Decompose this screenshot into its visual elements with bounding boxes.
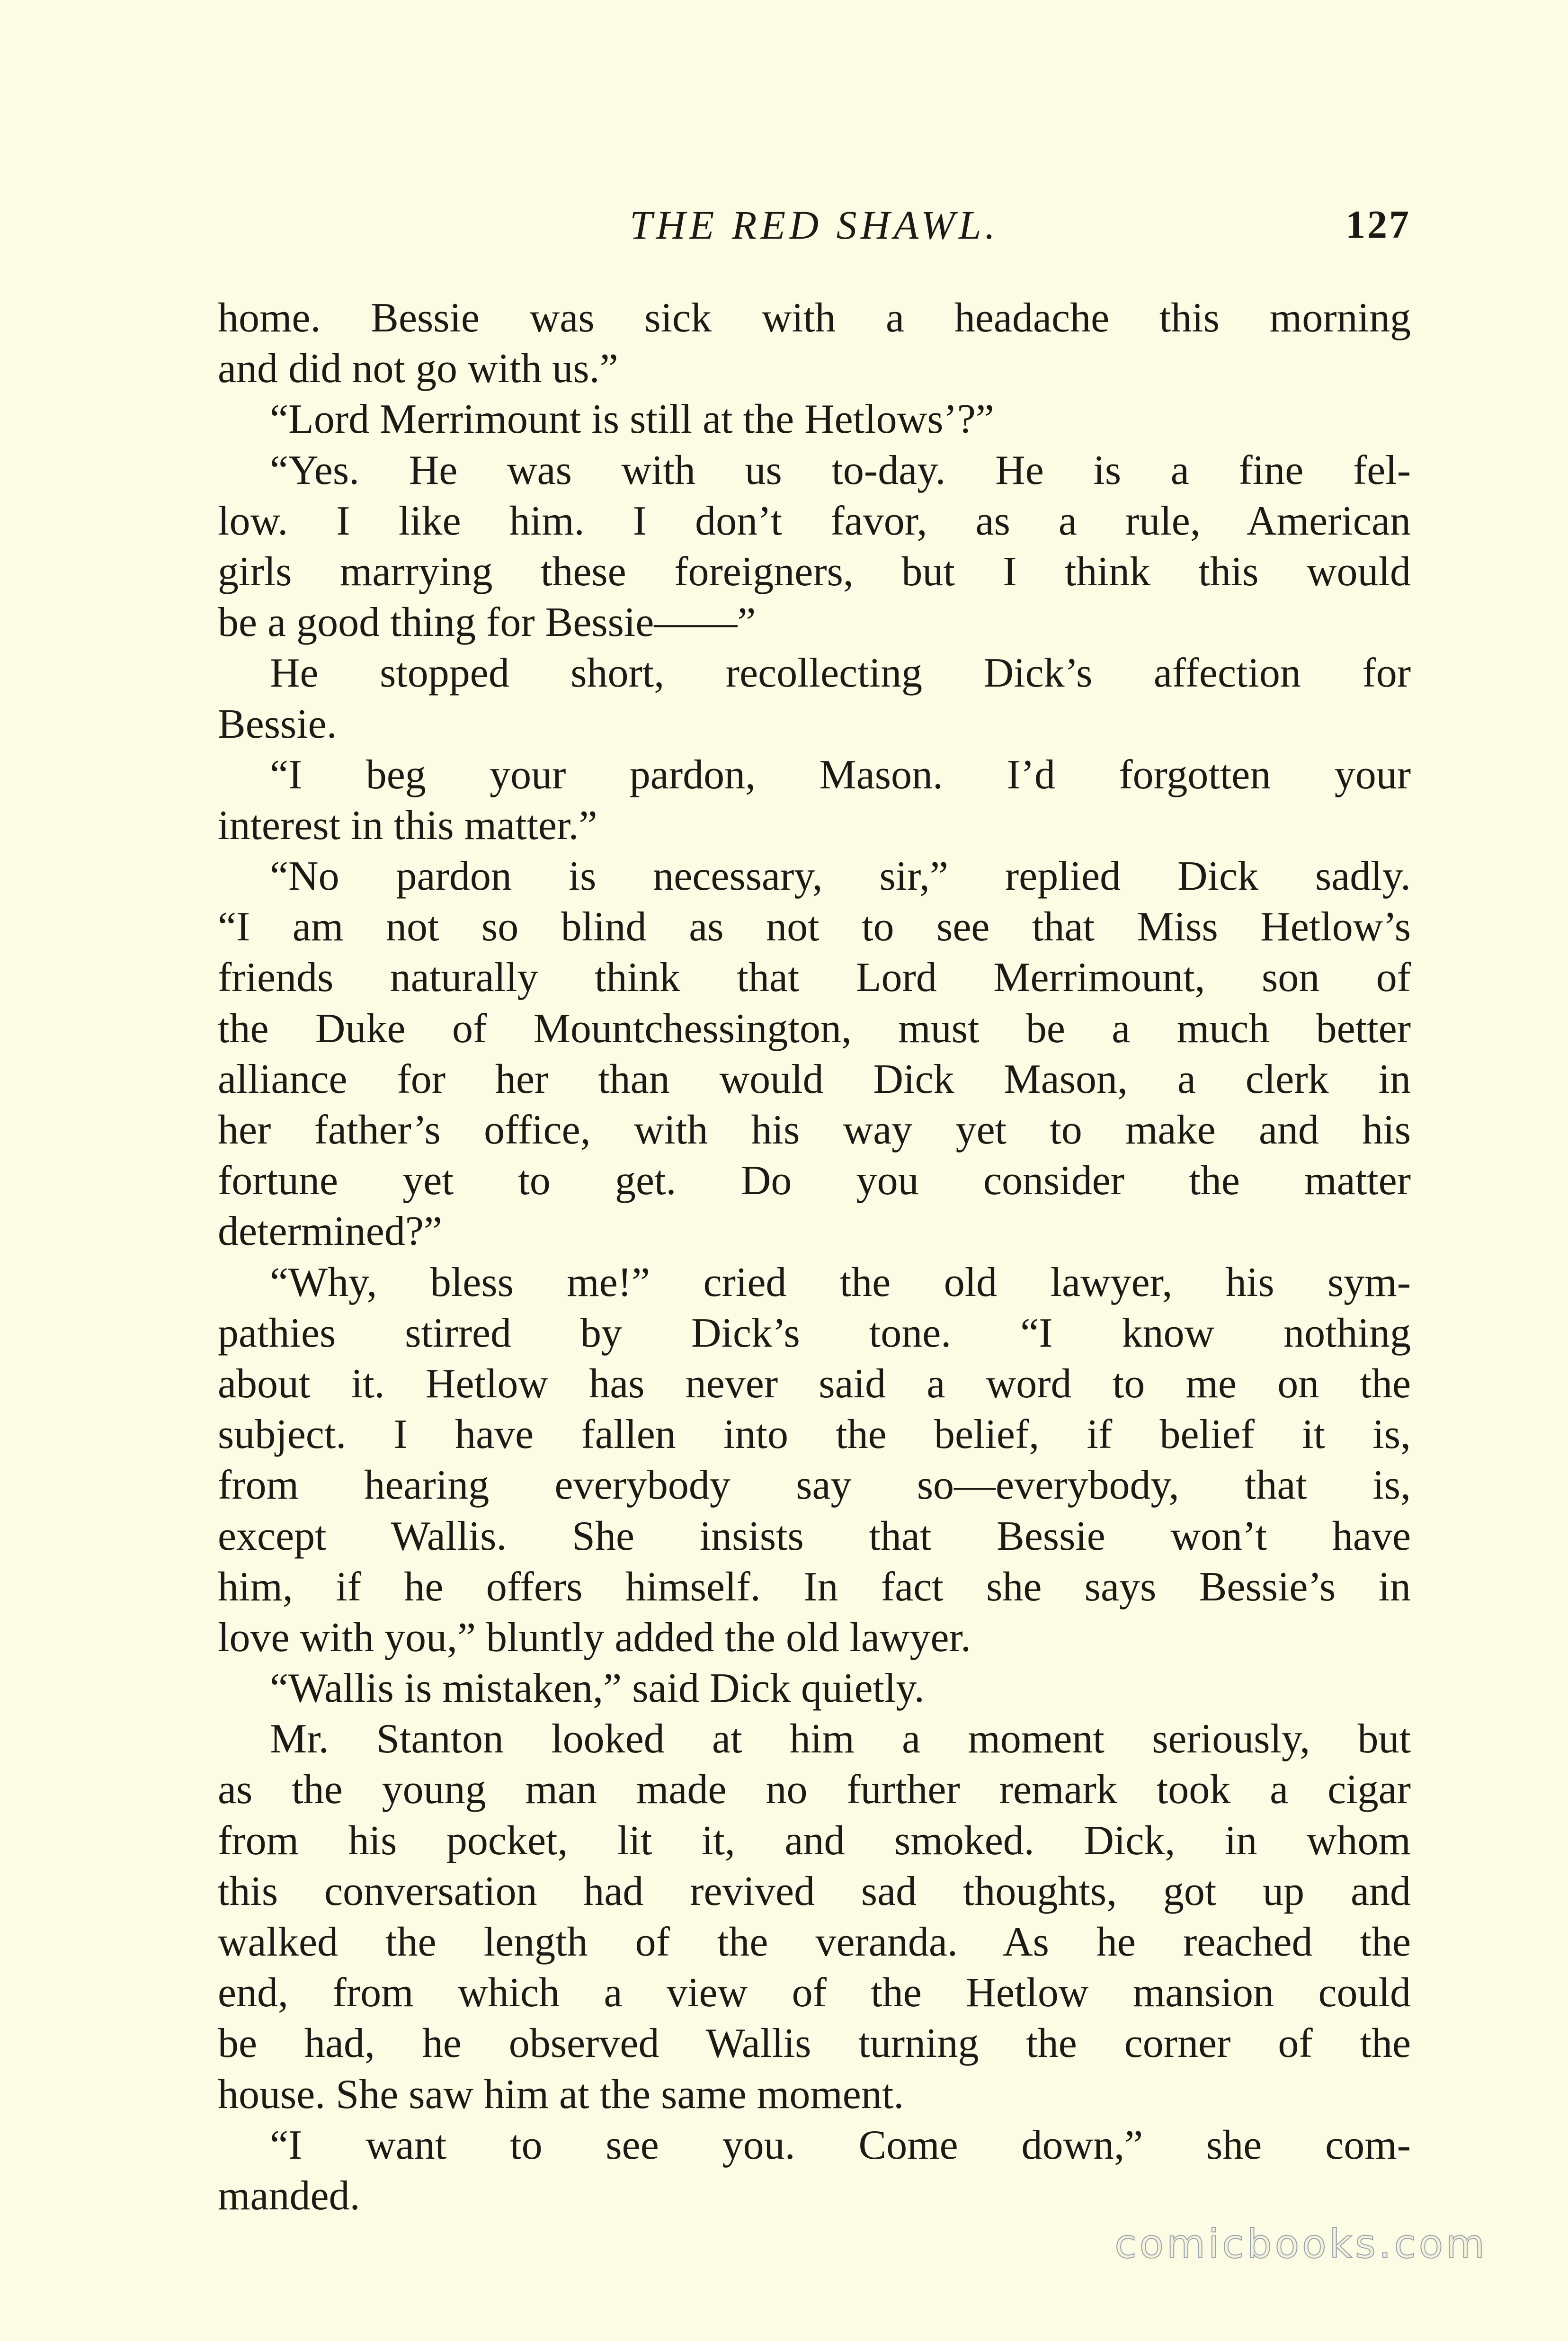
- text-line: her father’s office, with his way yet to make and his: [218, 1107, 1411, 1153]
- text-line: this conversation had revived sad thoughts, got up and: [218, 1868, 1411, 1914]
- text-line: determined?”: [218, 1208, 442, 1255]
- text-line: “Wallis is mistaken,” said Dick quietly.: [270, 1665, 925, 1712]
- text-line: except Wallis. She insists that Bessie won’t have: [218, 1513, 1411, 1559]
- text-line: fortune yet to get. Do you consider the matter: [218, 1158, 1411, 1204]
- text-line: Bessie.: [218, 701, 337, 747]
- body-text: [218, 293, 1411, 2221]
- watermark: comicbooks.com: [1114, 2221, 1488, 2267]
- text-line: house. She saw him at the same moment.: [218, 2071, 904, 2118]
- text-line: walked the length of the veranda. As he reached the: [218, 1919, 1411, 1965]
- text-line: interest in this matter.”: [218, 802, 597, 849]
- text-line: pathies stirred by Dick’s tone. “I know nothing: [218, 1310, 1411, 1356]
- text-line: friends naturally think that Lord Merrimount, son of: [218, 955, 1411, 1001]
- text-line: manded.: [218, 2172, 360, 2219]
- text-line: him, if he offers himself. In fact she says Bessie’s in: [218, 1564, 1411, 1610]
- text-line: home. Bessie was sick with a headache this morning: [218, 295, 1411, 341]
- text-line: and did not go with us.”: [218, 346, 618, 392]
- text-line: the Duke of Mountchessington, must be a much better: [218, 1005, 1411, 1052]
- text-line: “I want to see you. Come down,” she com-: [270, 2122, 1411, 2168]
- text-line: be a good thing for Bessie——”: [218, 599, 756, 646]
- text-line: “No pardon is necessary, sir,” replied Dick sadly.: [270, 853, 1411, 900]
- running-title: THE RED SHAWL.: [629, 202, 999, 248]
- text-line: “Yes. He was with us to-day. He is a fine fel-: [270, 447, 1411, 493]
- text-line: Mr. Stanton looked at him a moment seriously, but: [270, 1716, 1411, 1762]
- text-line: alliance for her than would Dick Mason, a clerk in: [218, 1056, 1411, 1102]
- text-line: subject. I have fallen into the belief, if belief it is,: [218, 1412, 1411, 1458]
- text-line: from his pocket, lit it, and smoked. Dick, in whom: [218, 1817, 1411, 1864]
- text-line: end, from which a view of the Hetlow mansion could: [218, 1970, 1411, 2016]
- text-line: “I beg your pardon, Mason. I’d forgotten your: [270, 751, 1411, 798]
- text-line: as the young man made no further remark took a cigar: [218, 1767, 1411, 1813]
- text-line: “Why, bless me!” cried the old lawyer, his sym-: [270, 1259, 1411, 1305]
- text-line: girls marrying these foreigners, but I think this would: [218, 548, 1411, 595]
- text-line: about it. Hetlow has never said a word to me on the: [218, 1360, 1411, 1407]
- text-line: be had, he observed Wallis turning the corner of the: [218, 2020, 1411, 2067]
- text-line: low. I like him. I don’t favor, as a rule, American: [218, 498, 1411, 544]
- text-line: love with you,” bluntly added the old lawyer.: [218, 1614, 971, 1661]
- text-line: “I am not so blind as not to see that Miss Hetlow’s: [218, 904, 1411, 950]
- text-line: “Lord Merrimount is still at the Hetlows’?”: [270, 396, 994, 443]
- page-number: 127: [1345, 203, 1411, 247]
- text-line: He stopped short, recollecting Dick’s affection for: [270, 650, 1411, 697]
- running-header: [218, 194, 1411, 256]
- text-line: from hearing everybody say so—everybody, that is,: [218, 1462, 1411, 1509]
